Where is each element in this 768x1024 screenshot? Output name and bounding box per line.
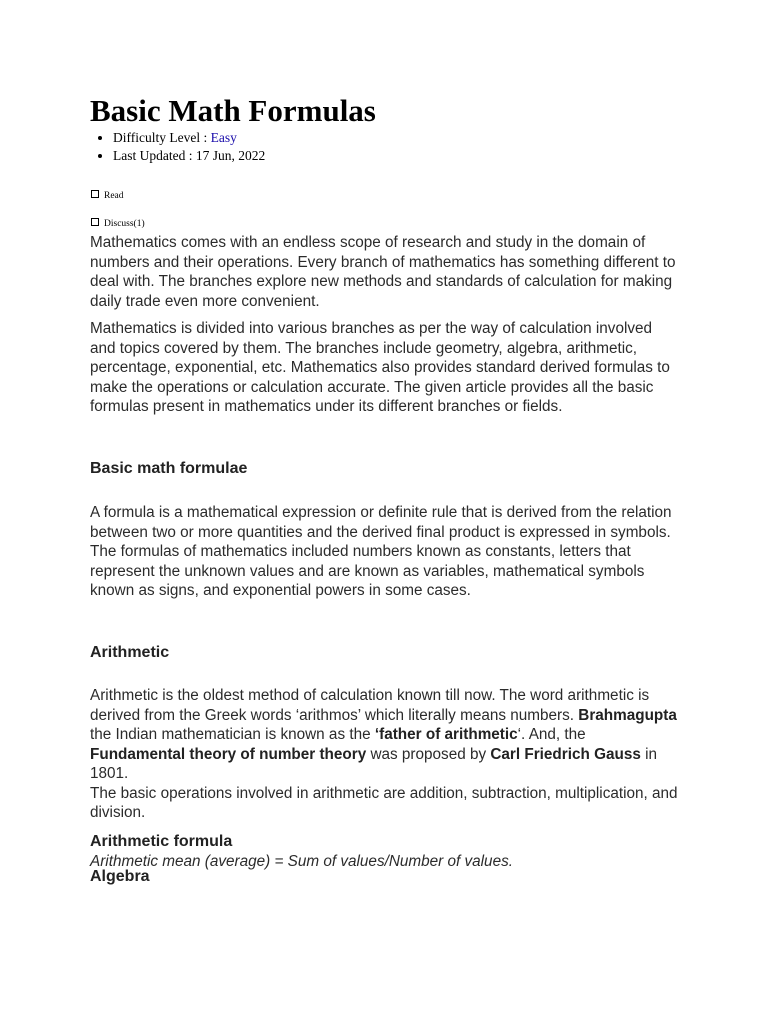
arithmetic-paragraph [90, 686, 680, 823]
arith-text-1: Arithmetic is the oldest method of calculation known till now. The word arithmetic is derived from the Greek words ‘arithmos’ which literally means numbers. [90, 687, 650, 724]
arithmetic-mean-formula: Arithmetic mean (average) = Sum of values/Number of values. [90, 853, 513, 870]
read-checkbox-icon [91, 190, 99, 198]
last-updated-value: 17 Jun, 2022 [195, 148, 266, 163]
read-label: Read [104, 191, 124, 201]
difficulty-item [113, 129, 265, 147]
discuss-checkbox-icon [91, 218, 99, 226]
arith-text-6: The basic operations involved in arithmetic are addition, subtraction, multiplication, and division. [90, 784, 678, 821]
heading-arithmetic: Arithmetic [90, 644, 170, 661]
intro-paragraph-2: Mathematics is divided into various branches as per the way of calculation involved and topics covered by them. The branches include geometry, algebra, arithmetic, percentage, exponential, etc. Mathematics also provides standard derived formulas to make the operations or calculation accurate. The given article provides all the basic formulas present in mathematics under its different branches or fields. [90, 320, 670, 415]
page-title: Basic Math Formulas [90, 93, 376, 128]
intro-paragraph-1: Mathematics comes with an endless scope of research and study in the domain of numbers and their operations. Every branch of mathematics has something different to deal with. The branches explore new methods and standards of calculation for making daily trade even more convenient. [90, 234, 676, 310]
last-updated-label: Last Updated : [113, 148, 193, 163]
gauss-bold: Carl Friedrich Gauss [490, 745, 641, 763]
arith-text-5: in 1801. [90, 745, 658, 782]
brahmagupta-bold: Brahmagupta [578, 706, 677, 724]
read-button[interactable] [91, 190, 124, 202]
article-meta-list [113, 129, 265, 165]
fundamental-theory-bold: Fundamental theory of number theory [90, 745, 367, 763]
difficulty-label: Difficulty Level : [113, 130, 208, 145]
heading-arithmetic-formula: Arithmetic formula [90, 833, 233, 850]
heading-basic-math-formulae: Basic math formulae [90, 460, 248, 477]
heading-algebra: Algebra [90, 868, 150, 885]
arith-text-4: was proposed by [366, 745, 491, 763]
arith-text-2: the Indian mathematician is known as the [90, 726, 375, 743]
arith-text-3: ‘. And, the [517, 726, 586, 743]
discuss-label: Discuss(1) [104, 219, 145, 229]
basic-formulae-paragraph: A formula is a mathematical expression or definite rule that is derived from the relation between two or more quantities and the derived final product is expressed in symbols. The formulas of mathematics included numbers known as constants, letters that represent the unknown values and are known as variables, mathematical symbols known as signs, and exponential powers in some cases. [90, 504, 672, 599]
difficulty-link[interactable]: Easy [210, 130, 237, 145]
discuss-button[interactable] [91, 218, 145, 230]
father-of-arithmetic-bold: ‘father of arithmetic [374, 726, 518, 743]
last-updated-item [113, 147, 265, 165]
